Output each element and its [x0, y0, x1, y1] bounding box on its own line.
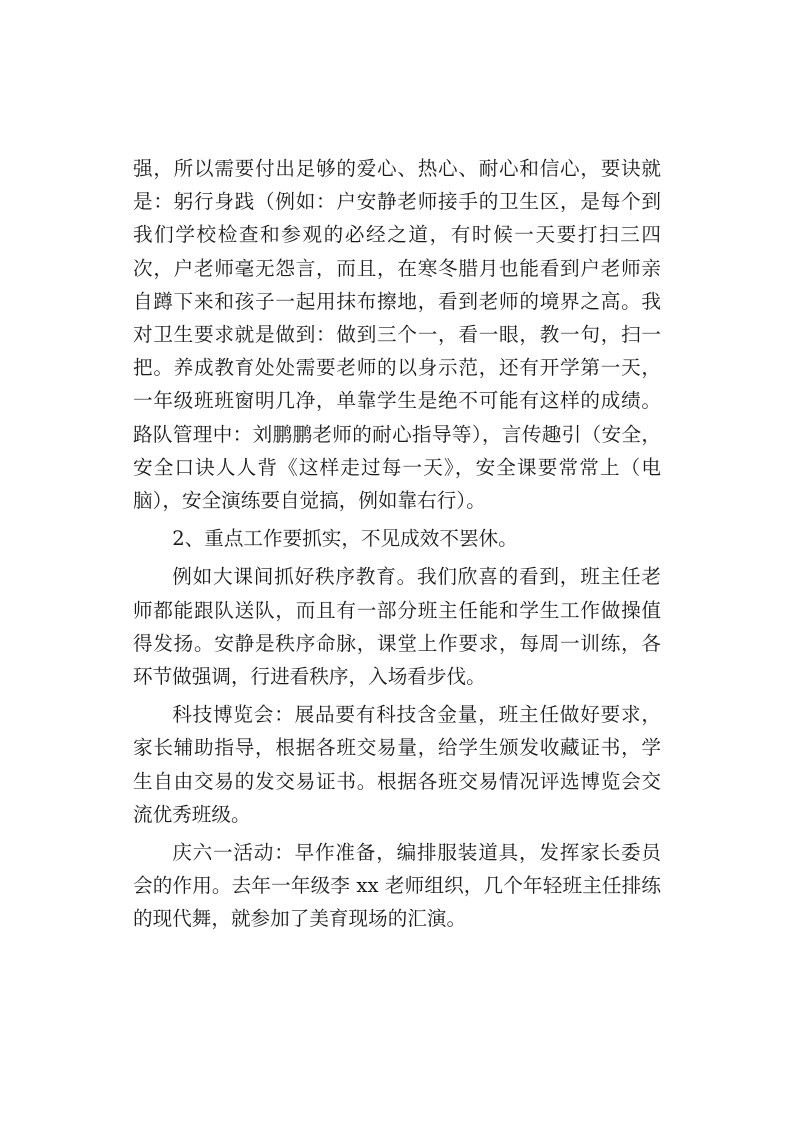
paragraph-key-work: 2、重点工作要抓实，不见成效不罢休。 — [172, 527, 518, 551]
document-body — [133, 152, 661, 936]
paragraph-recess-order: 例如大课间抓好秩序教育。我们欣喜的看到，班主任老师都能跟队送队，而且有一部分班主任能和学生工作做操值得发扬。安静是秩序命脉，课堂上作要求，每周一训练，各环节做强调，行进看秩序，入场看步伐。 — [133, 565, 661, 689]
paragraph-childrens-day: 庆六一活动：早作准备，编排服装道具，发挥家长委员会的作用。去年一年级李 xx 老师组织，几个年轻班主任排练的现代舞，就参加了美育现场的汇演。 — [133, 841, 661, 931]
paragraph-science-expo: 科技博览会：展品要有科技含金量，班主任做好要求，家长辅助指导，根据各班交易量，给学生颁发收藏证书，学生自由交易的发交易证书。根据各班交易情况评选博览会交流优秀班级。 — [133, 703, 661, 826]
paragraph-continuation: 强，所以需要付出足够的爱心、热心、耐心和信心，要诀就是：躬行身践（例如：户安静老师接手的卫生区，是每个到我们学校检查和参观的必经之道，有时候一天要打扫三四次，户老师毫无怨言，而且，在寒冬腊月也能看到户老师亲自蹲下来和孩子一起用抹布擦地，看到老师的境界之高。我对卫生要求就是做到：做到三个一，看一眼，教一句，扫一把。养成教育处处需要老师的以身示范，还有开学第一天，一年级班班窗明几净，单靠学生是绝不可能有这样的成绩。路队管理中：刘鹏鹏老师的耐心指导等），言传趣引（安全，安全口诀人人背《这样走过每一天》，安全课要常常上（电脑），安全演练要自觉搞，例如靠右行）。 — [133, 157, 661, 513]
